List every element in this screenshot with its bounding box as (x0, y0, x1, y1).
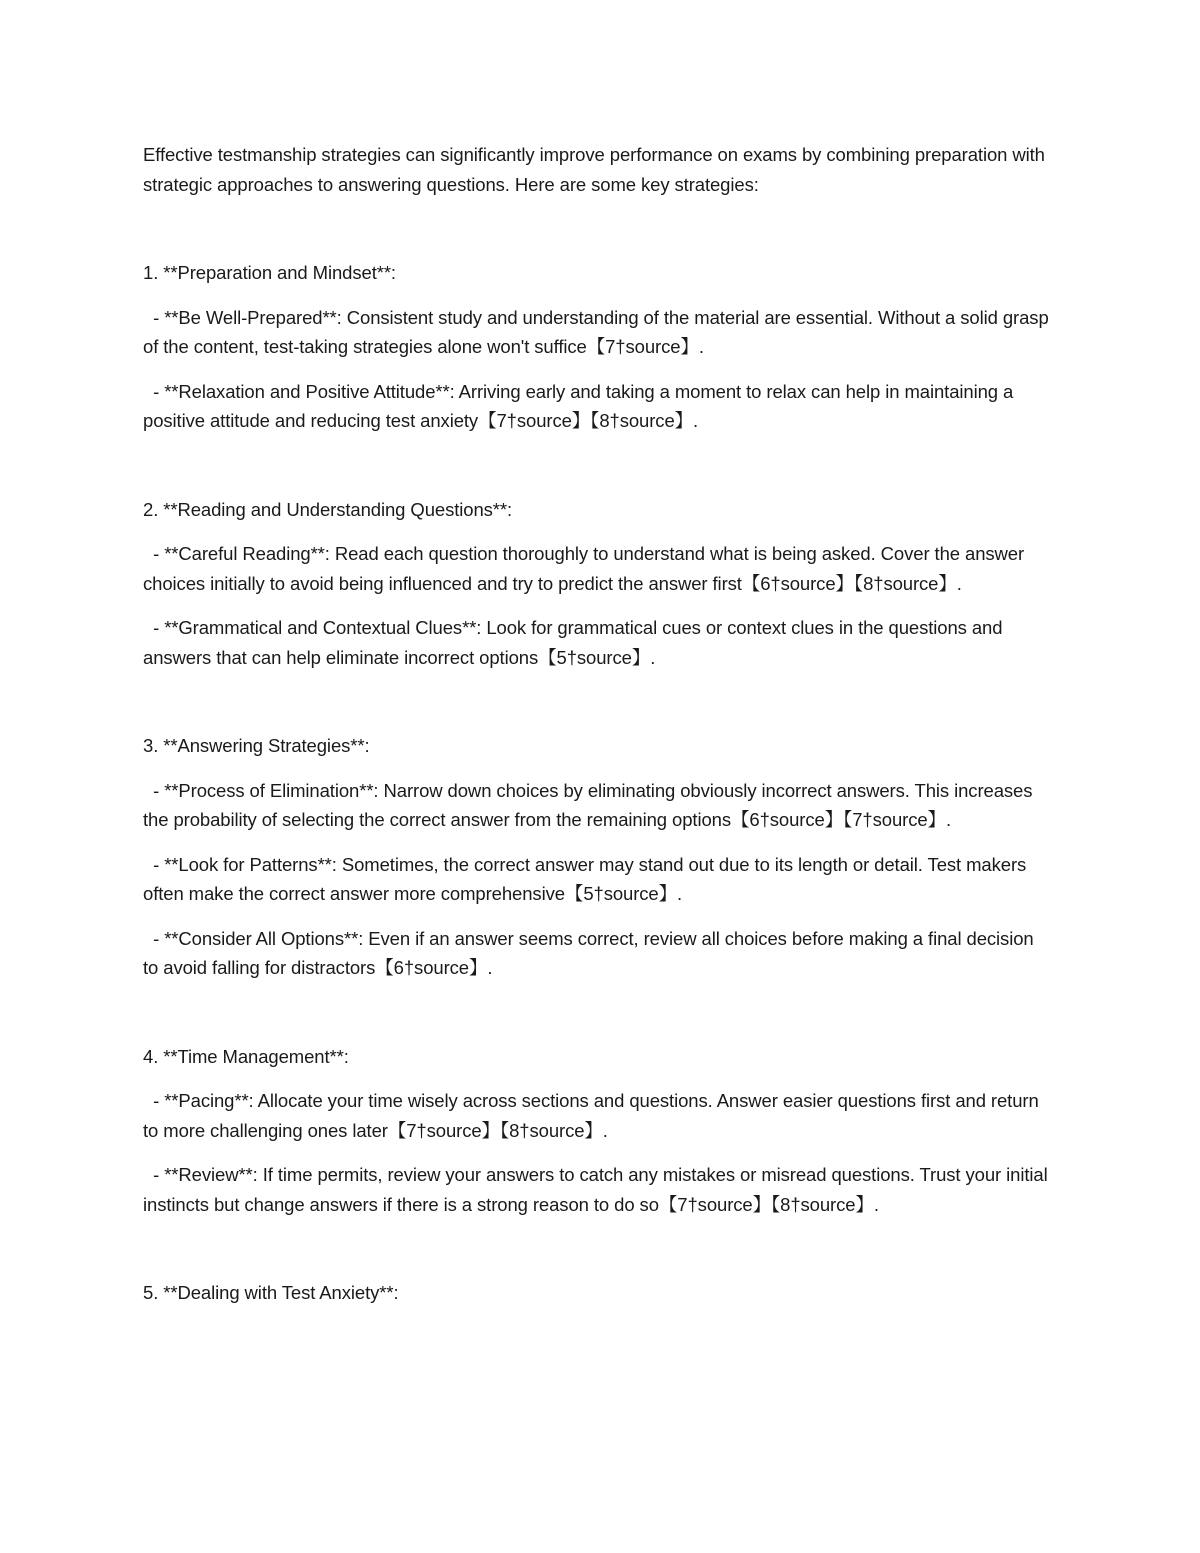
section-heading: 4. **Time Management**: (143, 1045, 349, 1067)
list-item: - **Careful Reading**: Read each question thoroughly to understand what is being asked. Cover the answer choices initially to avoid being influenced and try to predict the answer first【6†source】【8†source】. (143, 543, 1030, 594)
list-item: - **Pacing**: Allocate your time wisely across sections and questions. Answer easier questions first and return to more challenging ones later【7†source】【8†source】. (143, 1090, 1044, 1141)
document-page (143, 140, 1053, 1323)
list-item: - **Consider All Options**: Even if an answer seems correct, review all choices before making a final decision to avoid falling for distractors【6†source】. (143, 927, 1039, 978)
section-time-management (143, 1042, 1053, 1220)
section-test-anxiety (143, 1278, 1053, 1308)
section-heading: 1. **Preparation and Mindset**: (143, 262, 396, 283)
list-item: - **Relaxation and Positive Attitude**: Arriving early and taking a moment to relax can help in maintaining a positive attitude and reducing test anxiety【7†source】【8†source】. (143, 380, 1019, 431)
section-heading: 2. **Reading and Understanding Questions**: (143, 498, 513, 520)
list-item: - **Look for Patterns**: Sometimes, the correct answer may stand out due to its length or detail. Test makers often make the correct answer more comprehensive【5†source】. (143, 853, 1032, 904)
list-item: - **Grammatical and Contextual Clues**: Look for grammatical cues or context clues in the questions and answers that can help eliminate incorrect options【5†source】. (143, 617, 1008, 668)
list-item: - **Be Well-Prepared**: Consistent study and understanding of the material are essential. Without a solid grasp of the content, test-taking strategies alone won't suffice【7†source】. (143, 306, 1054, 357)
section-answering (143, 731, 1053, 983)
list-item: - **Process of Elimination**: Narrow down choices by eliminating obviously incorrect answers. This increases the probability of selecting the correct answer from the remaining options【6†source】【7†source】. (143, 779, 1038, 830)
list-item: - **Review**: If time permits, review your answers to catch any mistakes or misread questions. Trust your initial instincts but change answers if there is a strong reason to do so【7†source】【8†source】. (143, 1164, 1053, 1215)
intro-paragraph: Effective testmanship strategies can significantly improve performance on exams by combining preparation with strategic approaches to answering questions. Here are some key strategies: (143, 144, 1050, 195)
section-heading: 3. **Answering Strategies**: (143, 735, 370, 756)
section-preparation (143, 258, 1053, 436)
section-reading (143, 495, 1053, 673)
section-heading: 5. **Dealing with Test Anxiety**: (143, 1282, 399, 1303)
